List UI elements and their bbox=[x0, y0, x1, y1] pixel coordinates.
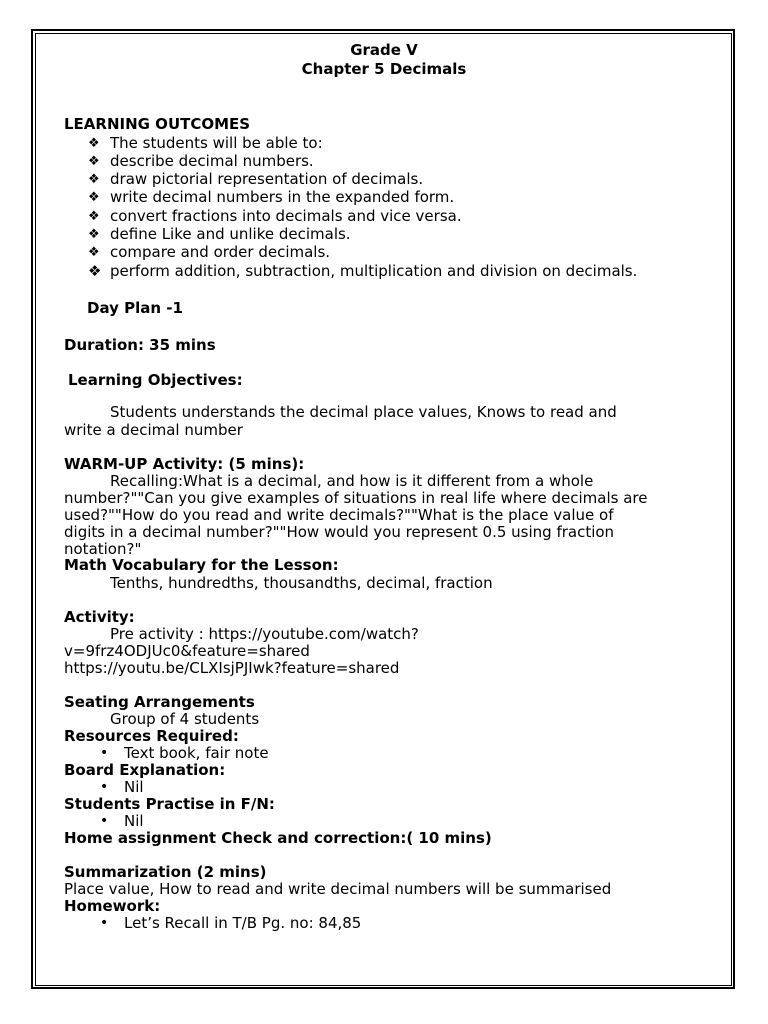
resources-heading: Resources Required: bbox=[64, 727, 239, 745]
practise-heading: Students Practise in F/N: bbox=[64, 795, 275, 813]
outcome-item: write decimal numbers in the expanded form. bbox=[110, 188, 455, 206]
homework-item: Let’s Recall in T/B Pg. no: 84,85 bbox=[124, 914, 362, 932]
outcome-item: convert fractions into decimals and vice versa. bbox=[110, 207, 462, 225]
diamond-bullet-icon: ❖ bbox=[88, 154, 100, 169]
bullet-dot-icon: • bbox=[100, 779, 109, 795]
diamond-bullet-icon: ❖ bbox=[88, 245, 100, 260]
day-plan-heading: Day Plan -1 bbox=[87, 299, 183, 317]
activity-link[interactable]: v=9frz4ODJUc0&feature=shared bbox=[64, 642, 310, 660]
chapter-title: Chapter 5 Decimals bbox=[301, 60, 467, 78]
seating-text: Group of 4 students bbox=[110, 710, 260, 728]
outcome-item: The students will be able to: bbox=[110, 134, 323, 152]
vocabulary-text: Tenths, hundredths, thousandths, decimal, fraction bbox=[110, 574, 493, 592]
bullet-dot-icon: • bbox=[100, 813, 109, 829]
warmup-heading: WARM-UP Activity: (5 mins): bbox=[64, 455, 305, 473]
board-item: Nil bbox=[124, 778, 144, 796]
summarization-text: Place value, How to read and write decimal numbers will be summarised bbox=[64, 880, 612, 898]
diamond-bullet-icon: ❖ bbox=[88, 262, 102, 280]
outcome-item: compare and order decimals. bbox=[110, 243, 331, 261]
objectives-heading: Learning Objectives: bbox=[68, 371, 243, 389]
home-check-heading: Home assignment Check and correction:( 10 mins) bbox=[64, 829, 492, 847]
grade-title: Grade V bbox=[350, 41, 418, 59]
outcome-item: define Like and unlike decimals. bbox=[110, 225, 351, 243]
objectives-text: write a decimal number bbox=[64, 421, 243, 439]
warmup-text: Recalling:What is a decimal, and how is it different from a whole bbox=[110, 472, 594, 490]
summarization-heading: Summarization (2 mins) bbox=[64, 863, 267, 881]
diamond-bullet-icon: ❖ bbox=[88, 209, 100, 224]
diamond-bullet-icon: ❖ bbox=[88, 172, 100, 187]
duration: Duration: 35 mins bbox=[64, 336, 216, 354]
vocabulary-heading: Math Vocabulary for the Lesson: bbox=[64, 556, 339, 574]
outcome-item: perform addition, subtraction, multiplication and division on decimals. bbox=[110, 262, 638, 280]
warmup-text: number?""Can you give examples of situations in real life where decimals are bbox=[64, 489, 648, 507]
board-heading: Board Explanation: bbox=[64, 761, 226, 779]
warmup-text: digits in a decimal number?""How would you represent 0.5 using fraction bbox=[64, 523, 615, 541]
bullet-dot-icon: • bbox=[100, 745, 109, 761]
warmup-text: used?""How do you read and write decimals?""What is the place value of bbox=[64, 506, 614, 524]
diamond-bullet-icon: ❖ bbox=[88, 227, 100, 242]
diamond-bullet-icon: ❖ bbox=[88, 190, 100, 205]
activity-link[interactable]: https://youtu.be/CLXIsjPJIwk?feature=shared bbox=[64, 659, 400, 677]
homework-heading: Homework: bbox=[64, 897, 161, 915]
resources-item: Text book, fair note bbox=[124, 744, 269, 762]
practise-item: Nil bbox=[124, 812, 144, 830]
outcome-item: draw pictorial representation of decimals. bbox=[110, 170, 424, 188]
bullet-dot-icon: • bbox=[100, 915, 109, 931]
seating-heading: Seating Arrangements bbox=[64, 693, 255, 711]
outcomes-heading: LEARNING OUTCOMES bbox=[64, 115, 251, 133]
warmup-text: notation?" bbox=[64, 540, 142, 558]
outcome-item: describe decimal numbers. bbox=[110, 152, 314, 170]
diamond-bullet-icon: ❖ bbox=[88, 136, 100, 151]
objectives-text: Students understands the decimal place values, Knows to read and bbox=[110, 403, 617, 421]
activity-text: Pre activity : https://youtube.com/watch? bbox=[110, 625, 419, 643]
activity-heading: Activity: bbox=[64, 608, 135, 626]
